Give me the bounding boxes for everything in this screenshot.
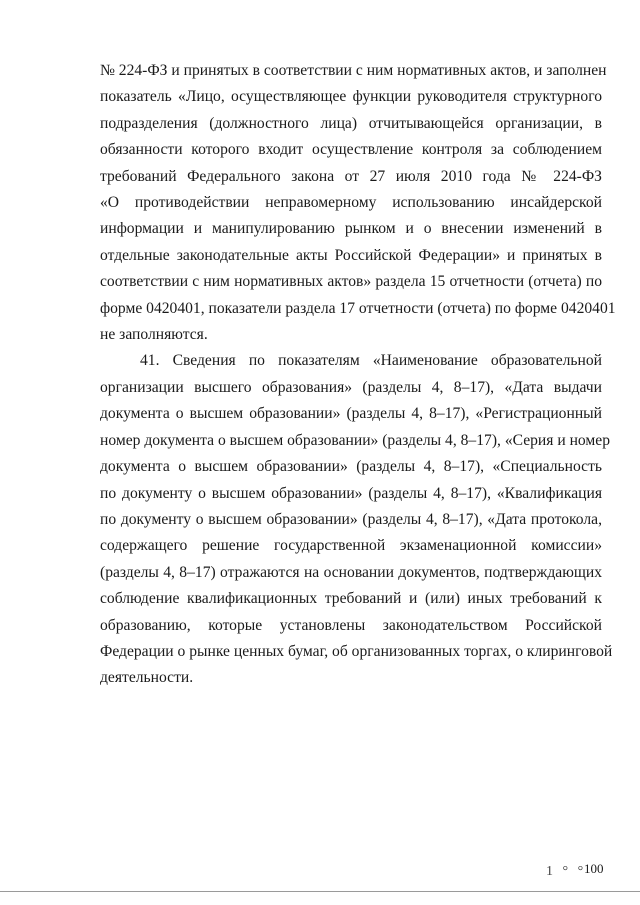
- paragraph-line: Федерации о рынке ценных бумаг, об организованных торгах, о клиринговой: [100, 642, 613, 660]
- paragraph-line: показатель «Лицо, осуществляющее функции руководителя структурного: [100, 88, 602, 106]
- paragraph-line: информации и манипулированию рынком и о внесении изменений в: [100, 220, 602, 238]
- paragraph-line: деятельности.: [100, 669, 194, 687]
- document-body: [100, 58, 616, 692]
- paragraph-line: соответствии с ним нормативных актов» раздела 15 отчетности (отчета) по: [100, 273, 602, 291]
- paragraph-continuation: [100, 58, 616, 348]
- paragraph-line: (разделы 4, 8–17) отражаются на основании документов, подтверждающих: [100, 563, 602, 581]
- paragraph-line: не заполняются.: [100, 326, 208, 344]
- paragraph-41: [100, 348, 613, 691]
- paragraph-line: соблюдение квалификационных требований и (или) иных требований к: [100, 590, 602, 608]
- handwritten-mark: 1 ° °: [546, 864, 587, 879]
- paragraph-line: № 224-ФЗ и принятых в соответствии с ним нормативных актов, и заполнен: [100, 62, 607, 79]
- paragraph-line: подразделения (должностного лица) отчитывающейся организации, в: [100, 114, 602, 132]
- paragraph-line: требований Федерального закона от 27 июля 2010 года № 224-ФЗ: [100, 167, 602, 185]
- paragraph-line: «О противодействии неправомерному использованию инсайдерской: [100, 194, 602, 212]
- paragraph-line: отдельные законодательные акты Российской Федерации» и принятых в: [100, 246, 602, 264]
- paragraph-line: обязанности которого входит осуществление контроля за соблюдением: [100, 141, 602, 159]
- paragraph-line: образованию, которые установлены законодательством Российской: [100, 616, 602, 634]
- paragraph-line: содержащего решение государственной экзаменационной комиссии»: [100, 537, 602, 555]
- paragraph-line: документа о высшем образовании» (разделы 4, 8–17), «Регистрационный: [100, 405, 602, 423]
- paragraph-line: документа о высшем образовании» (разделы 4, 8–17), «Специальность: [100, 458, 602, 476]
- scan-edge-divider: [0, 891, 640, 892]
- paragraph-line: 41. Сведения по показателям «Наименование образовательной: [140, 352, 602, 370]
- paragraph-line: организации высшего образования» (разделы 4, 8–17), «Дата выдачи: [100, 378, 602, 396]
- paragraph-line: форме 0420401, показатели раздела 17 отчетности (отчета) по форме 0420401: [100, 299, 616, 317]
- paragraph-line: по документу о высшем образовании» (разделы 4, 8–17), «Дата протокола,: [100, 510, 602, 528]
- paragraph-line: по документу о высшем образовании» (разделы 4, 8–17), «Квалификация: [100, 484, 602, 502]
- paragraph-line: номер документа о высшем образовании» (разделы 4, 8–17), «Серия и номер: [100, 431, 611, 449]
- page-number: 100: [584, 861, 604, 876]
